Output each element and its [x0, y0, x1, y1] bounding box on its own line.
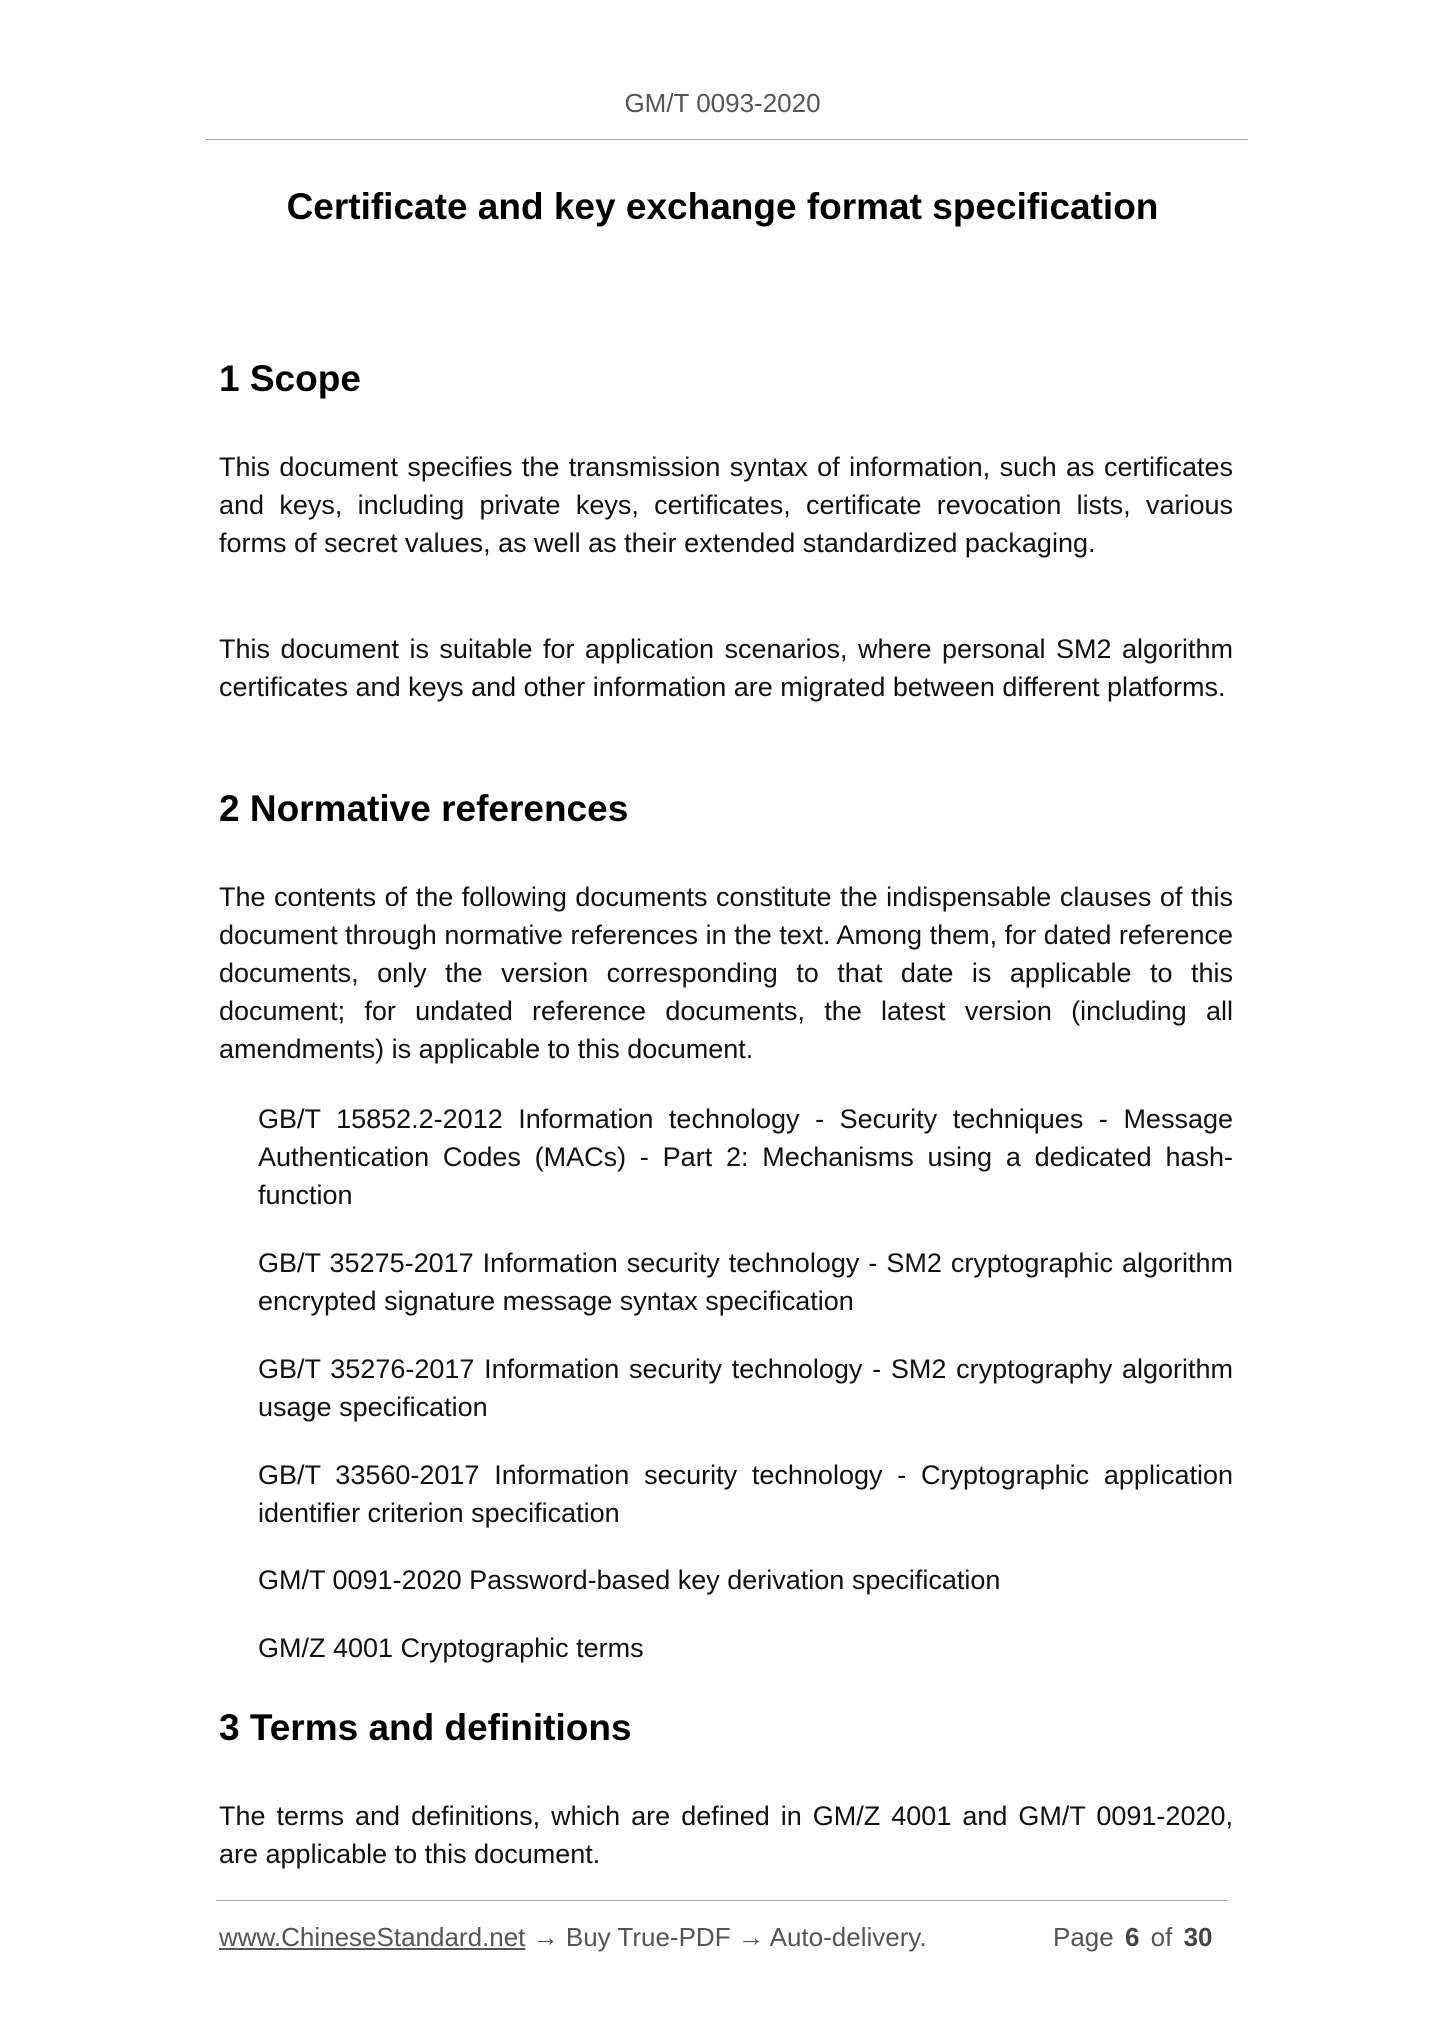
current-page-number: 6 [1124, 1922, 1140, 1952]
section-heading-terms-and-definitions: 3 Terms and definitions [219, 1707, 632, 1748]
auto-delivery-text: Auto-delivery. [769, 1922, 927, 1952]
reference-item: GM/Z 4001 Cryptographic terms [258, 1633, 644, 1663]
document-code-header: GM/T 0093-2020 [624, 88, 821, 118]
arrow-right-icon: → [532, 1922, 559, 1952]
reference-item: GB/T 35275-2017 Information security technology - SM2 cryptographic algorithm encrypted signature message syntax specification [258, 1248, 1233, 1316]
header-divider [206, 139, 1248, 140]
buy-true-pdf-text: Buy True-PDF [565, 1922, 731, 1952]
site-link[interactable]: www.ChineseStandard.net [219, 1922, 526, 1952]
normative-references-paragraph: The contents of the following documents constitute the indispensable clauses of this document through normative references in the text. Among them, for dated reference documents, only the version corresponding to that date is applicable to this document; for undated reference documents, the latest version (including all amendments) is applicable to this document. [219, 882, 1233, 1064]
reference-item: GB/T 15852.2-2012 Information technology - Security techniques - Message Authentication Codes (MACs) - Part 2: Mechanisms using a dedicated hash-function [258, 1104, 1233, 1210]
page-indicator [1053, 1922, 1213, 1953]
terms-and-definitions-paragraph: The terms and definitions, which are defined in GM/Z 4001 and GM/T 0091-2020, are applicable to this document. [219, 1801, 1233, 1869]
section-heading-normative-references: 2 Normative references [219, 788, 629, 829]
reference-item: GB/T 35276-2017 Information security technology - SM2 cryptography algorithm usage specification [258, 1354, 1233, 1422]
scope-paragraph-2: This document is suitable for application scenarios, where personal SM2 algorithm certificates and keys and other information are migrated between different platforms. [219, 634, 1233, 702]
scope-paragraph-1: This document specifies the transmission syntax of information, such as certificates and keys, including private keys, certificates, certificate revocation lists, various forms of secret values, as well as their extended standardized packaging. [219, 452, 1233, 558]
footer-divider [216, 1900, 1228, 1901]
page-label: Page [1053, 1922, 1114, 1952]
section-heading-scope: 1 Scope [219, 358, 361, 399]
document-title: Certificate and key exchange format specification [286, 186, 1159, 227]
reference-item: GM/T 0091-2020 Password-based key derivation specification [258, 1565, 1001, 1595]
reference-item: GB/T 33560-2017 Information security technology - Cryptographic application identifier criterion specification [258, 1460, 1233, 1528]
arrow-right-icon: → [737, 1922, 764, 1952]
total-page-count: 30 [1183, 1922, 1213, 1952]
footer-promo [219, 1922, 927, 1953]
of-label: of [1150, 1922, 1173, 1952]
